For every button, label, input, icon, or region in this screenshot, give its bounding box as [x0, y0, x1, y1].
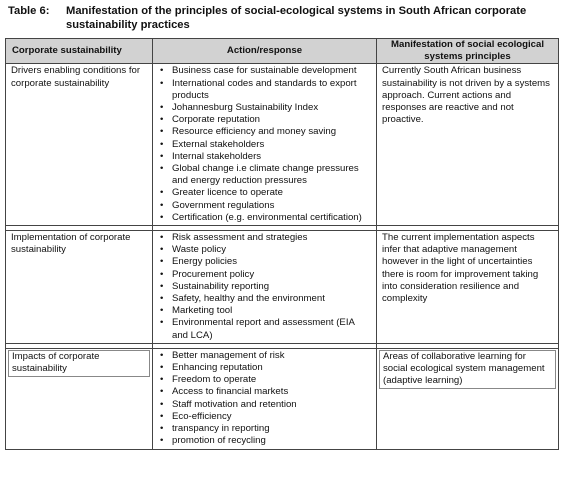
action-item: • Risk assessment and strategies: [158, 232, 372, 244]
action-item: • External stakeholders: [158, 139, 372, 151]
category-cell-drivers: Drivers enabling conditions for corporate sustainability: [6, 64, 153, 226]
actions-list-impacts: [158, 350, 372, 448]
action-item: • transpancy in reporting: [158, 423, 372, 435]
actions-cell-drivers: [153, 64, 377, 226]
action-item: • Environmental report and assessment (EIA and LCA): [158, 317, 372, 341]
table-header-row: [6, 39, 559, 64]
action-item: • promotion of recycling: [158, 435, 372, 447]
action-item: • Corporate reputation: [158, 114, 372, 126]
category-box-impacts: Impacts of corporate sustainability: [8, 350, 150, 377]
column-header-action-response: Action/response: [153, 39, 377, 64]
manifestation-cell-impacts: [377, 348, 559, 449]
action-item: • Business case for sustainable development: [158, 65, 372, 77]
category-cell-impacts: [6, 348, 153, 449]
action-item: • Internal stakeholders: [158, 151, 372, 163]
sustainability-table: [5, 38, 559, 450]
category-cell-implementation: Implementation of corporate sustainability: [6, 231, 153, 344]
action-item: • Resource efficiency and money saving: [158, 126, 372, 138]
actions-cell-impacts: [153, 348, 377, 449]
table-caption-title: Manifestation of the principles of social-ecological systems in South African corporate sustainability practices: [66, 5, 527, 31]
column-header-corporate-sustainability: Corporate sustainability: [6, 39, 153, 64]
action-item: • Global change i.e climate change pressures and energy reduction pressures: [158, 163, 372, 187]
actions-cell-implementation: [153, 231, 377, 344]
manifestation-box-impacts: Areas of collaborative learning for social ecological system management (adaptive learning): [379, 350, 556, 390]
action-item: • Waste policy: [158, 244, 372, 256]
action-item: • Staff motivation and retention: [158, 399, 372, 411]
manifestation-cell-drivers: Currently South African business sustainability is not driven by a systems approach. Current actions and responses are reactive and not proactive.: [377, 64, 559, 226]
action-item: • Sustainability reporting: [158, 281, 372, 293]
table-caption-label: Table 6:: [8, 5, 50, 17]
actions-list-implementation: [158, 232, 372, 342]
action-item: • Freedom to operate: [158, 374, 372, 386]
action-item: • Government regulations: [158, 200, 372, 212]
action-item: • Access to financial markets: [158, 386, 372, 398]
manifestation-cell-implementation: The current implementation aspects infer that adaptive management however in the light of uncertainties there is room for improvement taking into consideration resilience and complexity: [377, 231, 559, 344]
action-item: • Eco-efficiency: [158, 411, 372, 423]
action-item: • Marketing tool: [158, 305, 372, 317]
action-item: • Enhancing reputation: [158, 362, 372, 374]
actions-list-drivers: [158, 65, 372, 224]
action-item: • Better management of risk: [158, 350, 372, 362]
table-row-impacts: [6, 348, 559, 449]
column-header-manifestation: Manifestation of social ecological systems principles: [377, 39, 559, 64]
action-item: • Safety, healthy and the environment: [158, 293, 372, 305]
action-item: • Energy policies: [158, 256, 372, 268]
action-item: • International codes and standards to export products: [158, 78, 372, 102]
action-item: • Certification (e.g. environmental certification): [158, 212, 372, 224]
table-row-implementation: [6, 231, 559, 344]
action-item: • Johannesburg Sustainability Index: [158, 102, 372, 114]
action-item: • Greater licence to operate: [158, 187, 372, 199]
action-item: • Procurement policy: [158, 269, 372, 281]
table-row-drivers: [6, 64, 559, 226]
